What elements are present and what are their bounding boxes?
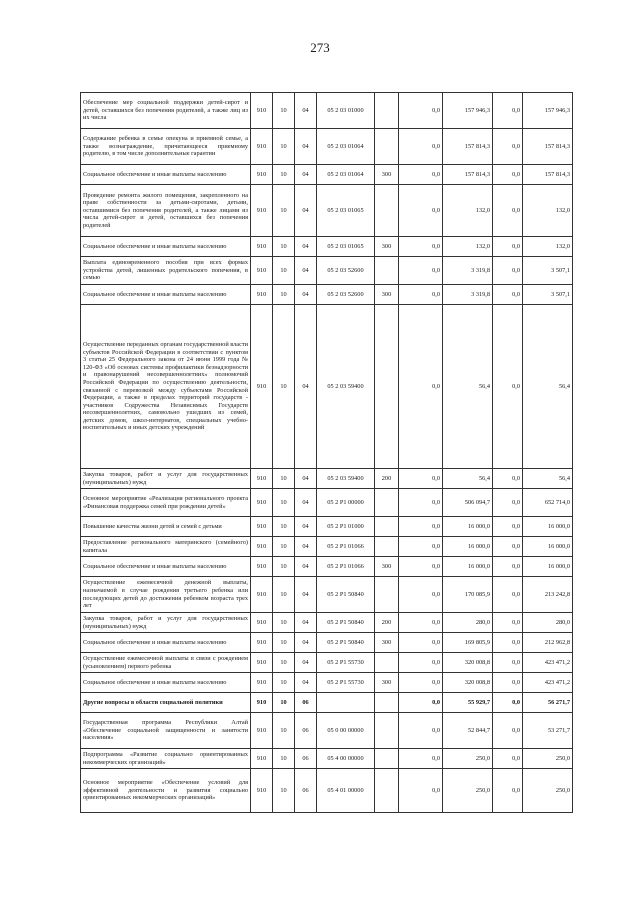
- section-code: 10: [273, 237, 295, 257]
- table-row: [81, 769, 573, 813]
- expense-type: [375, 577, 399, 613]
- row-name: Социальное обеспечение и иные выплаты населению: [81, 165, 251, 185]
- row-name: Государственная программа Республики Алтай «Обеспечение социальной защищенности и занятости населения»: [81, 713, 251, 749]
- section-code: 10: [273, 633, 295, 653]
- value-1: 0,0: [399, 237, 443, 257]
- value-3: 0,0: [493, 693, 523, 713]
- budget-table: [80, 92, 573, 813]
- value-4: 652 714,0: [523, 489, 573, 517]
- expense-type: [375, 693, 399, 713]
- admin-code: 910: [251, 557, 273, 577]
- row-name: Выплата единовременного пособия при всех формах устройства детей, лишенных родительского попечения, в семью: [81, 257, 251, 285]
- subsection-code: 04: [295, 185, 317, 237]
- value-2: 250,0: [443, 749, 493, 769]
- expense-type: [375, 769, 399, 813]
- expense-type: 300: [375, 673, 399, 693]
- value-1: 0,0: [399, 93, 443, 129]
- value-1: 0,0: [399, 673, 443, 693]
- subsection-code: 04: [295, 129, 317, 165]
- value-4: 132,0: [523, 185, 573, 237]
- value-3: 0,0: [493, 749, 523, 769]
- subsection-code: 04: [295, 673, 317, 693]
- value-3: 0,0: [493, 285, 523, 305]
- value-2: 52 844,7: [443, 713, 493, 749]
- target-code: 05 2 P1 50840: [317, 613, 375, 633]
- expense-type: [375, 305, 399, 469]
- value-3: 0,0: [493, 577, 523, 613]
- value-4: 157 814,3: [523, 165, 573, 185]
- section-code: 10: [273, 257, 295, 285]
- value-3: 0,0: [493, 557, 523, 577]
- section-code: 10: [273, 469, 295, 489]
- target-code: 05 2 03 59400: [317, 469, 375, 489]
- table-row: [81, 577, 573, 613]
- row-name: Социальное обеспечение и иные выплаты населению: [81, 557, 251, 577]
- table-row: [81, 537, 573, 557]
- value-3: 0,0: [493, 237, 523, 257]
- row-name: Повышение качества жизни детей и семей с детьми: [81, 517, 251, 537]
- admin-code: 910: [251, 673, 273, 693]
- value-2: 132,0: [443, 237, 493, 257]
- section-code: 10: [273, 517, 295, 537]
- value-2: 169 805,9: [443, 633, 493, 653]
- value-4: 56,4: [523, 469, 573, 489]
- subsection-code: 04: [295, 285, 317, 305]
- admin-code: 910: [251, 633, 273, 653]
- table-row: [81, 557, 573, 577]
- subsection-code: 04: [295, 469, 317, 489]
- expense-type: 300: [375, 165, 399, 185]
- value-4: 157 946,3: [523, 93, 573, 129]
- section-code: 10: [273, 165, 295, 185]
- subsection-code: 04: [295, 537, 317, 557]
- section-code: 10: [273, 693, 295, 713]
- section-code: 10: [273, 557, 295, 577]
- target-code: 05 2 03 01065: [317, 185, 375, 237]
- value-4: 250,0: [523, 749, 573, 769]
- subsection-code: 04: [295, 489, 317, 517]
- value-3: 0,0: [493, 613, 523, 633]
- value-3: 0,0: [493, 769, 523, 813]
- value-2: 170 085,9: [443, 577, 493, 613]
- value-3: 0,0: [493, 713, 523, 749]
- subsection-code: 04: [295, 653, 317, 673]
- value-4: 250,0: [523, 769, 573, 813]
- admin-code: 910: [251, 93, 273, 129]
- target-code: 05 2 03 52600: [317, 257, 375, 285]
- expense-type: [375, 713, 399, 749]
- subsection-code: 04: [295, 557, 317, 577]
- expense-type: 300: [375, 557, 399, 577]
- value-4: 16 000,0: [523, 517, 573, 537]
- table-row: [81, 185, 573, 237]
- value-1: 0,0: [399, 257, 443, 285]
- section-code: 10: [273, 93, 295, 129]
- admin-code: 910: [251, 749, 273, 769]
- expense-type: [375, 129, 399, 165]
- row-name: Основное мероприятие «Реализация регионального проекта «Финансовая поддержка семей при рождении детей»: [81, 489, 251, 517]
- expense-type: [375, 257, 399, 285]
- expense-type: [375, 537, 399, 557]
- value-4: 132,0: [523, 237, 573, 257]
- admin-code: 910: [251, 257, 273, 285]
- target-code: 05 2 03 52600: [317, 285, 375, 305]
- table-row: [81, 305, 573, 469]
- expense-type: [375, 185, 399, 237]
- row-name: Закупка товаров, работ и услуг для государственных (муниципальных) нужд: [81, 613, 251, 633]
- target-code: 05 2 P1 55730: [317, 673, 375, 693]
- value-2: 506 094,7: [443, 489, 493, 517]
- value-2: 56,4: [443, 469, 493, 489]
- section-code: 10: [273, 769, 295, 813]
- target-code: 05 0 00 00000: [317, 713, 375, 749]
- value-2: 157 814,3: [443, 165, 493, 185]
- row-name: Осуществление ежемесячной выплаты в связи с рождением (усыновлением) первого ребенка: [81, 653, 251, 673]
- table-row: [81, 613, 573, 633]
- page-number: 273: [310, 40, 330, 55]
- value-4: 157 814,3: [523, 129, 573, 165]
- value-1: 0,0: [399, 469, 443, 489]
- row-name: Предоставление регионального материнского (семейного) капитала: [81, 537, 251, 557]
- admin-code: 910: [251, 237, 273, 257]
- section-code: 10: [273, 129, 295, 165]
- value-4: 53 271,7: [523, 713, 573, 749]
- table-row: [81, 673, 573, 693]
- subsection-code: 04: [295, 633, 317, 653]
- table-row: [81, 257, 573, 285]
- expense-type: 300: [375, 285, 399, 305]
- subsection-code: 04: [295, 93, 317, 129]
- target-code: 05 2 03 01064: [317, 129, 375, 165]
- target-code: 05 2 P1 55730: [317, 653, 375, 673]
- admin-code: 910: [251, 305, 273, 469]
- row-name: Осуществление ежемесячной денежной выплаты, назначаемой в случае рождения третьего ребенка или последующих детей до достижения ребенком возраста трех лет: [81, 577, 251, 613]
- value-4: 16 000,0: [523, 537, 573, 557]
- admin-code: 910: [251, 713, 273, 749]
- value-2: 3 319,8: [443, 257, 493, 285]
- value-3: 0,0: [493, 673, 523, 693]
- expense-type: 200: [375, 469, 399, 489]
- section-code: 10: [273, 285, 295, 305]
- value-4: 213 242,8: [523, 577, 573, 613]
- value-1: 0,0: [399, 713, 443, 749]
- section-code: 10: [273, 577, 295, 613]
- expense-type: [375, 517, 399, 537]
- subsection-code: 04: [295, 517, 317, 537]
- value-2: 320 008,8: [443, 653, 493, 673]
- subsection-code: 04: [295, 613, 317, 633]
- row-name: Другие вопросы в области социальной политики: [81, 693, 251, 713]
- subsection-code: 06: [295, 769, 317, 813]
- subsection-code: 04: [295, 237, 317, 257]
- table-row: [81, 489, 573, 517]
- value-2: 250,0: [443, 769, 493, 813]
- value-3: 0,0: [493, 305, 523, 469]
- value-4: 423 471,2: [523, 673, 573, 693]
- value-1: 0,0: [399, 305, 443, 469]
- target-code: 05 4 01 00000: [317, 769, 375, 813]
- admin-code: 910: [251, 165, 273, 185]
- value-2: 16 000,0: [443, 557, 493, 577]
- value-3: 0,0: [493, 537, 523, 557]
- subsection-code: 04: [295, 165, 317, 185]
- value-3: 0,0: [493, 469, 523, 489]
- row-name: Подпрограмма «Развитие социально ориентированных некоммерческих организаций»: [81, 749, 251, 769]
- value-3: 0,0: [493, 489, 523, 517]
- section-code: 10: [273, 613, 295, 633]
- value-4: 212 962,8: [523, 633, 573, 653]
- value-1: 0,0: [399, 613, 443, 633]
- row-name: Обеспечение мер социальной поддержки детей-сирот и детей, оставшихся без попечения родителей, а также лиц из их числа: [81, 93, 251, 129]
- target-code: 05 2 P1 01066: [317, 557, 375, 577]
- target-code: 05 2 P1 50840: [317, 633, 375, 653]
- expense-type: [375, 749, 399, 769]
- target-code: 05 2 03 01064: [317, 165, 375, 185]
- value-1: 0,0: [399, 285, 443, 305]
- admin-code: 910: [251, 185, 273, 237]
- subsection-code: 06: [295, 693, 317, 713]
- subsection-code: 04: [295, 305, 317, 469]
- value-1: 0,0: [399, 537, 443, 557]
- value-1: 0,0: [399, 185, 443, 237]
- table-row: [81, 469, 573, 489]
- subsection-code: 06: [295, 713, 317, 749]
- value-4: 3 507,1: [523, 285, 573, 305]
- value-2: 320 008,8: [443, 673, 493, 693]
- value-1: 0,0: [399, 129, 443, 165]
- expense-type: 200: [375, 613, 399, 633]
- admin-code: 910: [251, 489, 273, 517]
- value-2: 16 000,0: [443, 517, 493, 537]
- value-4: 16 000,0: [523, 557, 573, 577]
- table-row: [81, 653, 573, 673]
- table-row: [81, 693, 573, 713]
- value-1: 0,0: [399, 693, 443, 713]
- value-4: 56,4: [523, 305, 573, 469]
- table-row: [81, 93, 573, 129]
- value-2: 55 929,7: [443, 693, 493, 713]
- value-1: 0,0: [399, 769, 443, 813]
- table-row: [81, 129, 573, 165]
- value-4: 280,0: [523, 613, 573, 633]
- value-1: 0,0: [399, 517, 443, 537]
- subsection-code: 04: [295, 577, 317, 613]
- section-code: 10: [273, 653, 295, 673]
- value-3: 0,0: [493, 165, 523, 185]
- value-2: 280,0: [443, 613, 493, 633]
- admin-code: 910: [251, 613, 273, 633]
- value-3: 0,0: [493, 257, 523, 285]
- admin-code: 910: [251, 517, 273, 537]
- target-code: 05 2 03 01000: [317, 93, 375, 129]
- expense-type: [375, 489, 399, 517]
- value-3: 0,0: [493, 633, 523, 653]
- admin-code: 910: [251, 653, 273, 673]
- admin-code: 910: [251, 769, 273, 813]
- value-2: 16 000,0: [443, 537, 493, 557]
- target-code: 05 4 00 00000: [317, 749, 375, 769]
- admin-code: 910: [251, 285, 273, 305]
- section-code: 10: [273, 673, 295, 693]
- target-code: 05 2 P1 50840: [317, 577, 375, 613]
- value-1: 0,0: [399, 557, 443, 577]
- value-1: 0,0: [399, 165, 443, 185]
- value-4: 56 271,7: [523, 693, 573, 713]
- admin-code: 910: [251, 129, 273, 165]
- target-code: [317, 693, 375, 713]
- admin-code: 910: [251, 469, 273, 489]
- section-code: 10: [273, 185, 295, 237]
- target-code: 05 2 P1 01066: [317, 537, 375, 557]
- value-3: 0,0: [493, 517, 523, 537]
- table-row: [81, 517, 573, 537]
- expense-type: [375, 653, 399, 673]
- value-3: 0,0: [493, 93, 523, 129]
- row-name: Закупка товаров, работ и услуг для государственных (муниципальных) нужд: [81, 469, 251, 489]
- target-code: 05 2 P1 00000: [317, 489, 375, 517]
- expense-type: 300: [375, 633, 399, 653]
- target-code: 05 2 P1 01000: [317, 517, 375, 537]
- value-3: 0,0: [493, 653, 523, 673]
- admin-code: 910: [251, 537, 273, 557]
- table-row: [81, 713, 573, 749]
- value-2: 3 319,8: [443, 285, 493, 305]
- value-2: 132,0: [443, 185, 493, 237]
- table-row: [81, 749, 573, 769]
- row-name: Социальное обеспечение и иные выплаты населению: [81, 237, 251, 257]
- row-name: Социальное обеспечение и иные выплаты населению: [81, 633, 251, 653]
- value-2: 157 814,3: [443, 129, 493, 165]
- table-row: [81, 285, 573, 305]
- row-name: Осуществление переданных органам государственной власти субъектов Российской Федерации в соответствии с пунктом 3 статьи 25 Федерального закона от 24 июня 1999 года № 120-ФЗ «Об основах системы профилактики безнадзорности и правонарушений несовершеннолетних» полномочий Российской Федерации по осуществлению деятельности, связанной с перевозкой между субъектами Российской Федерации, а также в пределах территорий государств - участников Содружества Независимых Государств несовершеннолетних, самовольно ушедших из семей, детских домов, школ-интернатов, специальных учебно-воспитательных и иных детских учреждений: [81, 305, 251, 469]
- expense-type: 300: [375, 237, 399, 257]
- table-row: [81, 165, 573, 185]
- admin-code: 910: [251, 577, 273, 613]
- target-code: 05 2 03 59400: [317, 305, 375, 469]
- row-name: Содержание ребенка в семье опекуна и приемной семье, а также вознаграждение, причитающееся приемному родителю, в том числе дополнительные гарантии: [81, 129, 251, 165]
- value-1: 0,0: [399, 577, 443, 613]
- value-1: 0,0: [399, 749, 443, 769]
- expense-type: [375, 93, 399, 129]
- target-code: 05 2 03 01065: [317, 237, 375, 257]
- admin-code: 910: [251, 693, 273, 713]
- value-4: 423 471,2: [523, 653, 573, 673]
- value-1: 0,0: [399, 653, 443, 673]
- section-code: 10: [273, 305, 295, 469]
- value-3: 0,0: [493, 185, 523, 237]
- section-code: 10: [273, 749, 295, 769]
- row-name: Проведение ремонта жилого помещения, закрепленного на праве собственности за детьми-сиротами, детьми, оставшимися без попечения родителей, а также лицами из числа детей-сирот и детей, оставшихся без попечения родителей: [81, 185, 251, 237]
- value-2: 56,4: [443, 305, 493, 469]
- table-row: [81, 237, 573, 257]
- value-2: 157 946,3: [443, 93, 493, 129]
- value-4: 3 507,1: [523, 257, 573, 285]
- value-3: 0,0: [493, 129, 523, 165]
- subsection-code: 04: [295, 257, 317, 285]
- section-code: 10: [273, 713, 295, 749]
- section-code: 10: [273, 489, 295, 517]
- section-code: 10: [273, 537, 295, 557]
- row-name: Социальное обеспечение и иные выплаты населению: [81, 673, 251, 693]
- table-row: [81, 633, 573, 653]
- row-name: Социальное обеспечение и иные выплаты населению: [81, 285, 251, 305]
- value-1: 0,0: [399, 633, 443, 653]
- subsection-code: 06: [295, 749, 317, 769]
- row-name: Основное мероприятие «Обеспечение условий для эффективной деятельности и развития социально ориентированных некоммерческих организаций»: [81, 769, 251, 813]
- value-1: 0,0: [399, 489, 443, 517]
